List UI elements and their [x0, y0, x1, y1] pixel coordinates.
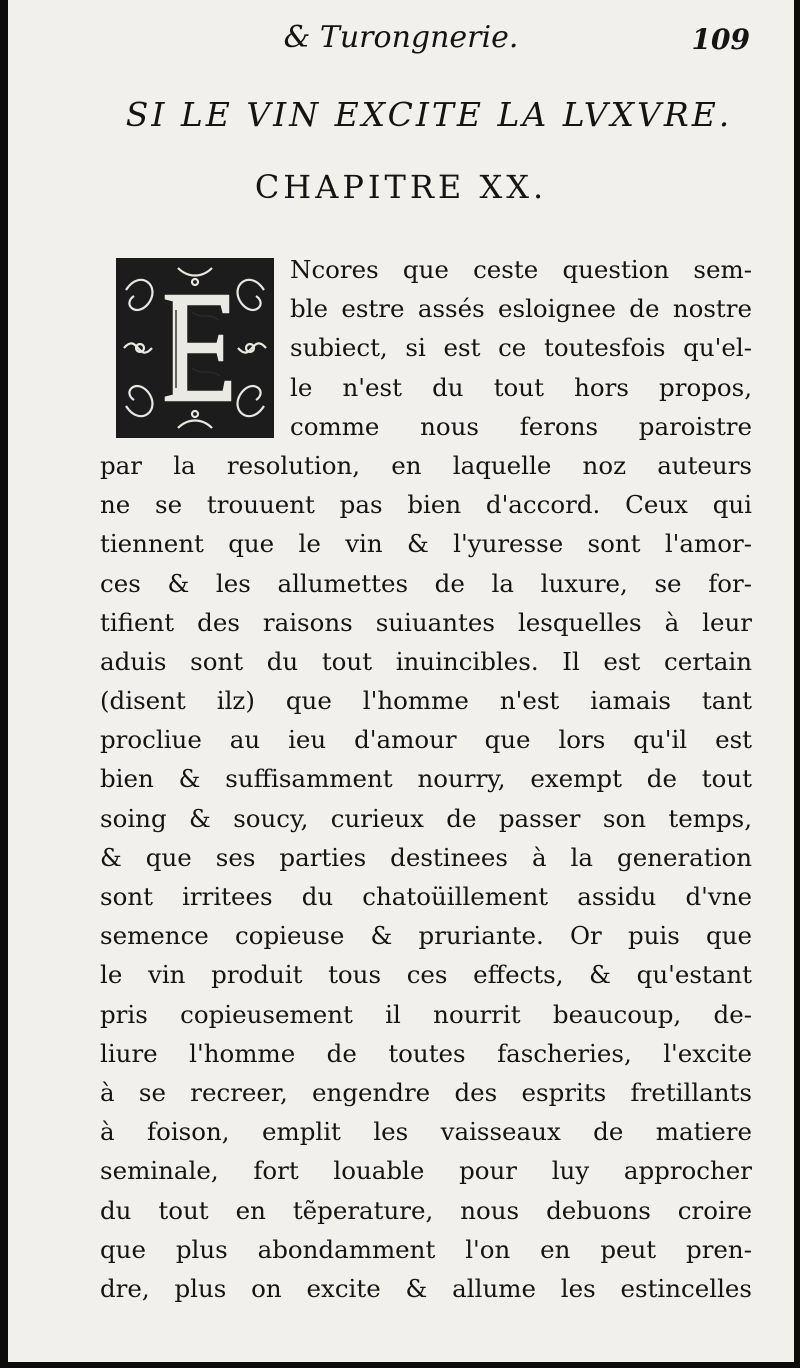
- text-line: seminale, fort louable pour luy approcher: [100, 1156, 752, 1186]
- text-line: comme nous ferons paroistre: [290, 411, 752, 441]
- text-line: liure l'homme de toutes fascheries, l'excite: [100, 1038, 752, 1068]
- page-number: 109: [691, 23, 750, 56]
- text-line: & que ses parties destinees à la generation: [100, 842, 752, 872]
- text-line: dre, plus on excite & allume les estincelles: [100, 1273, 752, 1303]
- running-title: & Turongnerie.: [283, 20, 519, 55]
- running-head: [8, 16, 794, 60]
- text-line: (disent ilz) que l'homme n'est iamais tant: [100, 686, 752, 716]
- text-line: le n'est du tout hors propos,: [290, 372, 752, 402]
- text-line: à foison, emplit les vaisseaux de matiere: [100, 1117, 752, 1147]
- text-line: sont irritees du chatoüillement assidu d'vne: [100, 882, 752, 911]
- chapter-heading: CHAPITRE XX.: [254, 168, 548, 206]
- text-line: tiennent que le vin & l'yuresse sont l'amor-: [100, 529, 752, 559]
- text-line: pris copieusement il nourrit beaucoup, de-: [100, 999, 752, 1029]
- text-line: tifient des raisons suiuantes lesquelles à leur: [100, 607, 752, 637]
- text-line: subiect, si est ce toutesfois qu'el-: [290, 333, 752, 363]
- text-line: Ncores que ceste question sem-: [290, 255, 752, 284]
- text-line: bien & suffisamment nourry, exempt de tout: [100, 764, 752, 794]
- text-line: ces & les allumettes de la luxure, se for-: [100, 568, 752, 598]
- book-page: [8, 0, 794, 1362]
- text-line: ne se trouuent pas bien d'accord. Ceux qui: [100, 490, 752, 520]
- text-line: ble estre assés esloignee de nostre: [290, 294, 752, 324]
- text-line: le vin produit tous ces effects, & qu'estant: [100, 960, 752, 990]
- text-line: semence copieuse & pruriante. Or puis que: [100, 921, 752, 951]
- text-line: soing & soucy, curieux de passer son temps,: [100, 803, 752, 833]
- text-line: par la resolution, en laquelle noz auteurs: [100, 450, 752, 480]
- text-line: du tout en tẽperature, nous debuons croire: [100, 1195, 752, 1225]
- text-line: procliue au ieu d'amour que lors qu'il est: [100, 725, 752, 755]
- section-heading: SI LE VIN EXCITE LA LVXVRE.: [125, 95, 733, 134]
- text-line: que plus abondamment l'on en peut pren-: [100, 1234, 752, 1264]
- text-line: aduis sont du tout inuincibles. Il est certain: [100, 646, 752, 676]
- text-line: à se recreer, engendre des esprits fretillants: [100, 1077, 752, 1107]
- body-text: [100, 250, 752, 1308]
